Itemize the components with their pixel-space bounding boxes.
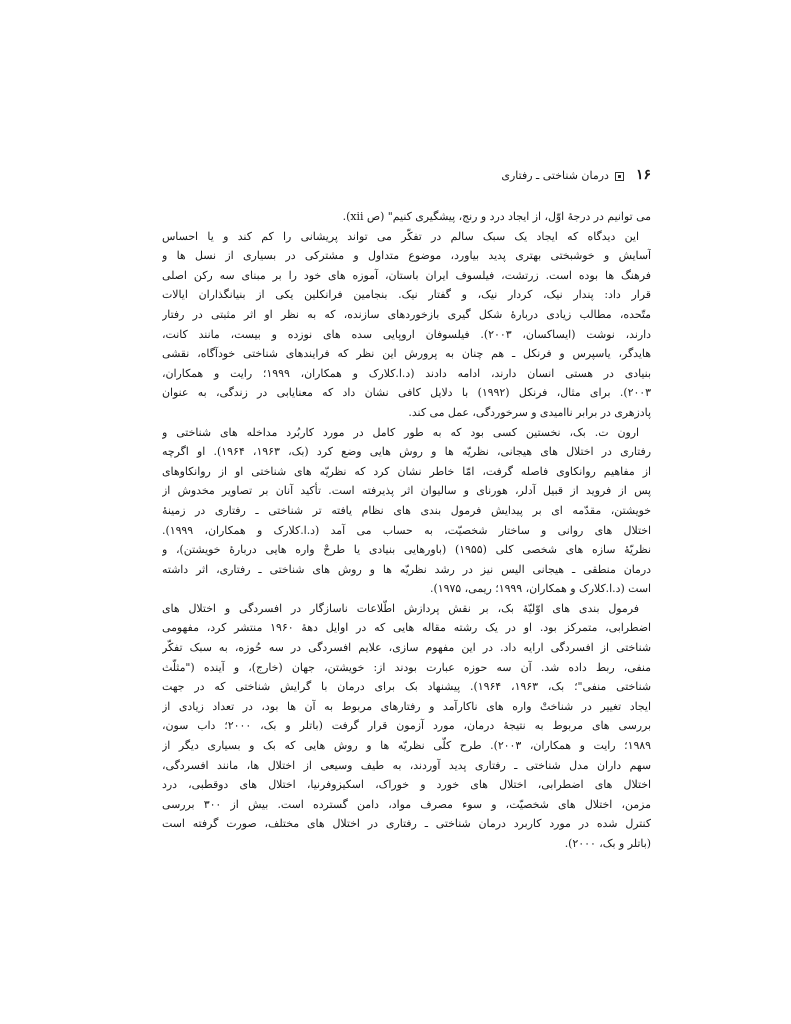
text-line: کنترل شده در مورد کاربرد درمان شناختی ـ رفتاری در اختلال های مختلف، صورت گرفته است [162,817,651,831]
page-number: ۱۶ [635,167,651,183]
square-bullet-icon [615,172,624,181]
text-line: متّحده، مطالب زیادی دربارهٔ شکل گیری بازخوردهای سازنده، که به نظر او اثر مثبتی در رفتار [162,307,651,321]
text-line: خویشتن، مقدّمه ای بر پیدایش فرمول بندی های نظام یافته تر شناختی ـ رفتاری در زمینهٔ [162,503,651,517]
text-line: است (د.ا.کلارک و همکاران، ۱۹۹۹؛ ریمی، ۱۹۷۵). [430,582,651,596]
text-line: سهم داران مدل شناختی ـ رفتاری پدید آوردند، به طیف وسیعی از اختلال ها، مانند افسردگی، [162,758,651,772]
text-line: این دیدگاه که ایجاد یک سبک سالم در تفکّر می تواند پریشانی را کم کند و یا احساس [162,229,639,243]
text-line: شناختی از افسردگی ارایه داد. در این مفهوم سازی، علایم افسردگی در سه حُوزه، به سبک تفکّر [162,641,651,655]
running-head [162,168,651,183]
text-line: فرمول بندی های اوّلیّهٔ بک، بر نقش پردازش اطّلاعات ناسازگار در افسردگی و اختلال های [162,601,639,615]
text-line: می توانیم در درجهٔ اوّل، از ایجاد درد و رنج، پیشگیری کنیم" (ص xii). [342,210,651,223]
text-line: اختلال های روانی و ساختار شخصیّت، به حساب می آمد (د.ا.کلارک و همکاران، ۱۹۹۹). [162,523,651,537]
text-line: هایدگر، یاسپرس و فرنکل ـ هم چنان به پرورش این نظر که فرایندهای شناختی خودآگاه، نقشی [162,347,651,361]
text-line: دارند، نوشت (ایساکسان، ۲۰۰۳). فیلسوفان اروپایی سده های نوزده و بیست، مانند کانت، [162,327,651,341]
text-line: رفتاری در اختلال های هیجانی، نظریّه ها و روش هایی وضع کرد (بک، ۱۹۶۳، ۱۹۶۴). او اگرچه [162,445,651,459]
text-line: آسایش و خوشبختی بهتری پدید بیاورد، موضوع متداول و مشترکی در بسیاری از نسل ها و [162,249,651,263]
text-line: ایجاد تغییر در شناختْ واره های ناکارآمد و رفتارهای مربوط به آن ها بود، در تعداد زیادی از [162,699,651,713]
text-line: ۱۹۸۹؛ رایت و همکاران، ۲۰۰۳). طرح کلّی نظریّه ها و روش هایی که بک و بسیاری دیگر از [162,739,651,753]
text-line: بنیادی در هستی انسان دارند، ادامه دادند (د.ا.کلارک و همکاران، ۱۹۹۹؛ رایت و همکاران، [162,366,651,380]
text-line: (باتلر و بک، ۲۰۰۰). [564,837,651,850]
text-line: فرهنگ ها بوده است. زرتشت، فیلسوف ایران باستان، آموزه های خود را بر مبنای سه رکن اصلی [162,268,651,282]
text-line: بررسی های مربوط به نتیجهٔ درمان، مورد آزمون قرار گرفت (باتلر و بک، ۲۰۰۰؛ داب سون، [162,719,651,733]
text-line: پس از فروید از قبیل آدلر، هورنای و سالیوان اثر پذیرفته است. تأکید آنان بر تصاویر مخدوش از [162,484,651,498]
text-line: نظریّهٔ سازه های شخصی کلی (۱۹۵۵) (باورهایی بنیادی یا طرحْ واره هایی دربارهٔ خویشتن)، و [162,543,651,557]
text-line: از مفاهیم روانکاوی فاصله گرفت، امّا خاطر نشان کرد که نظریّه های شناختی او از روانکاوهای [162,464,651,478]
text-line: اضطرابی، متمرکز بود. او در یک رشته مقاله هایی که در اوایل دههٔ ۱۹۶۰ منتشر کرد، مفهومی [162,621,651,635]
text-line: اختلال های اضطرابی، اختلال های خورد و خوراک، اسکیزوفرنیا، اختلال های دوقطبی، درد [162,778,651,792]
text-line: درمان منطقی ـ هیجانی الیس نیز در رشد نظریّه ها و روش های شناختی ـ رفتاری، اثر داشته [162,562,651,576]
text-line: پادزهری در برابر ناامیدی و سرخوردگی، عمل می کند. [408,405,651,419]
body-text [162,207,651,854]
running-title: درمان شناختی ـ رفتاری [501,169,609,182]
text-line: مزمن، اختلال های شخصیّت، و سوء مصرف مواد، دامن گسترده است. بیش از ۳۰۰ بررسی [162,797,651,811]
text-line: ارون ت. بک، نخستین کسی بود که به طور کامل در مورد کاربُرد مداخله های شناختی و [162,425,639,439]
text-line: ۲۰۰۳). برای مثال، فرنکل (۱۹۹۲) با دلایل کافی نشان داد که معنایابی در زندگی، به عنوان [162,386,651,400]
text-line: شناختی منفی"؛ بک، ۱۹۶۳، ۱۹۶۴). پیشنهاد بک برای درمان با گرایش شناختی که در جهت [162,680,651,694]
text-line: قرار داد: پندار نیک، کردار نیک، و گفتار نیک. بنجامین فرانکلین یکی از بنیانگذاران ایالات [162,288,651,302]
text-line: منفی، ربط داده شد. آن سه حوزه عبارت بودند از: خویشتن، جهان (خارج)، و آینده ("مثلّث [162,660,651,674]
